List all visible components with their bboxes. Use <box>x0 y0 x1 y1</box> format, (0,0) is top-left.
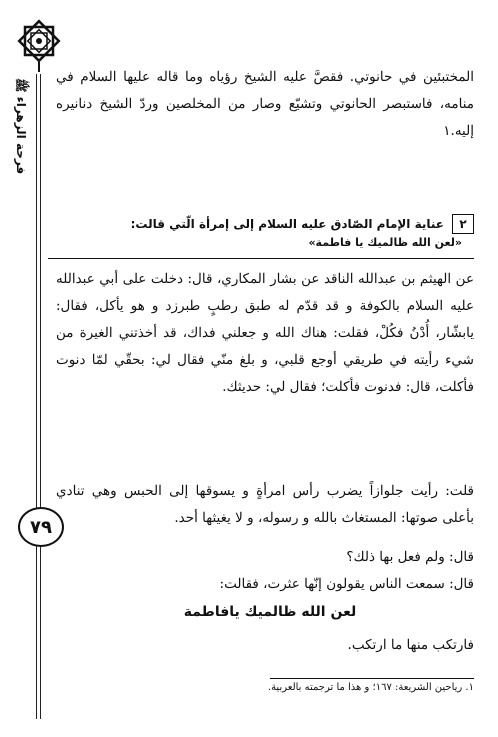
paragraph-1: عن الهيثم بن عبدالله الناقد عن بشار المكاري، قال: دخلت على أبي عبدالله عليه السلام بالكوفة و قد قدّم له طبق رطبٍ طبرزد و هو يأكل، فقال: يابشّار، أُدْنُ فكُلْ، فقلت: هناك الله و جعلني فداك، قد أخذتني الغيرة من شيء رأيته في طريقي أوجع قلبي، و بلغ منّي فقال لي: بحقّي لمّا دنوت فأكلت، قال: فدنوت فأكلت؛ فقال لي: حديثك. <box>56 271 474 395</box>
dialogue-line-2: قال: سمعت الناس يقولون إنّها عثرت، فقالت: <box>219 576 474 592</box>
section-title: عناية الإمام الصّادق عليه السلام إلى إمرأة الّتي قالت: <box>130 217 444 231</box>
dialogue-line-1: قال: ولم فعل بها ذلك؟ <box>346 549 474 565</box>
running-title: فرحة الزهراء ﷺ <box>14 78 28 175</box>
footnote: ١. رياحين الشريعة: ١٦٧؛ و هذا ما ترجمته بالعربية. <box>267 682 474 693</box>
page-number: ٧٩ <box>18 507 64 547</box>
centered-quote: لعن الله ظالميك يافاطمة <box>183 604 357 620</box>
closing-line: فارتكب منها ما ارتكب. <box>347 637 474 653</box>
top-paragraph: المختبئين في حانوتي. فقصَّ عليه الشيخ رؤياه وما قاله عليها السلام في منامه، فاستبصر الحانوتي وتشيّع وصار من المخلصين وردّ الشيخ دنانيره إليه.١ <box>56 69 474 139</box>
paragraph-2: قلت: رأيت جلوازاً يضرب رأس امرأةٍ و يسوقها إلى الحبس وهي تنادي بأعلى صوتها: المستغاث بالله و رسوله، و لا يغيثها أحد. <box>56 483 474 526</box>
footnote-rule <box>270 678 474 679</box>
margin-rule-outer <box>36 74 37 719</box>
section-heading <box>54 214 474 234</box>
section-subtitle: «لعن الله ظالميك يا فاطمة» <box>308 236 462 249</box>
margin-rule-inner <box>40 74 41 719</box>
section-divider <box>48 258 474 259</box>
section-number: ٢ <box>452 214 474 234</box>
